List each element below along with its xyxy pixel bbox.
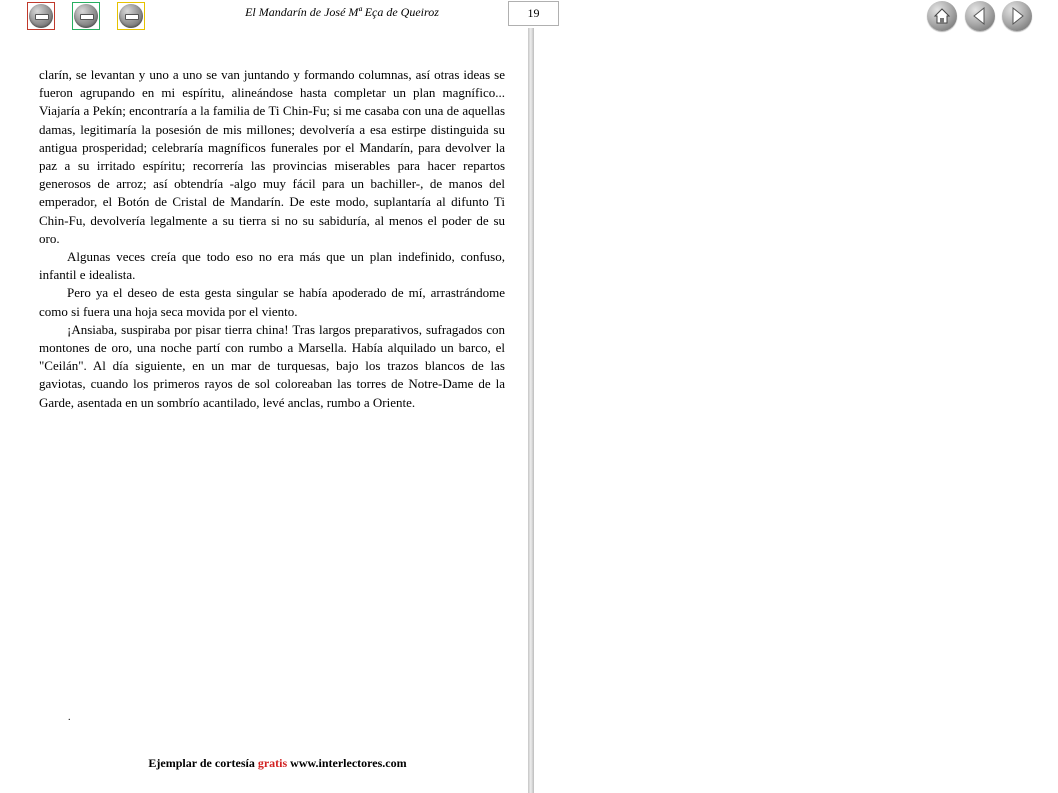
- page-body: [39, 66, 505, 412]
- home-icon: [927, 1, 957, 31]
- paragraph: clarín, se levantan y uno a uno se van juntando y formando columnas, así otras ideas se fueron agrupando en mi espíritu, alineándose hasta completar un plan magnífico... Viajaría a Pekín; encontraría a la familia de Ti Chin-Fu; si me casaba con una de aquellas damas, legitimaría la posesión de mis millones; devolvería a esa estirpe distinguida su antigua prosperidad; celebraría magníficos funerales por el Mandarín, para devolver la paz a su irritado espíritu; recorrería las provincias miserables para hacer repartos generosos de arroz; así obtendría -algo muy fácil para un bachiller-, de manos del emperador, el Botón de Cristal de Mandarín. De este modo, suplantaría al difunto Ti Chin-Fu, devolvería legalmente a su tierra si no su sabiduría, al menos el poder de su oro.: [39, 67, 505, 246]
- minus-icon: [74, 4, 98, 28]
- footer-url[interactable]: www.interlectores.com: [290, 756, 407, 770]
- footer: [0, 756, 555, 771]
- page-divider: [528, 28, 534, 793]
- trailing-mark: .: [68, 712, 71, 723]
- footer-prefix: Ejemplar de cortesía: [148, 756, 255, 770]
- minus-icon: [119, 4, 143, 28]
- control-button-yellow[interactable]: [117, 2, 145, 30]
- arrow-right-icon: [1002, 1, 1032, 31]
- arrow-left-icon: [965, 1, 995, 31]
- control-button-red[interactable]: [27, 2, 55, 30]
- home-button[interactable]: [927, 1, 957, 31]
- book-title: El Mandarín de José Mª Eça de Queiroz: [245, 5, 439, 19]
- paragraph: Pero ya el deseo de esta gesta singular se había apoderado de mí, arrastrándome como si fuera una hoja seca movida por el viento.: [39, 285, 505, 319]
- control-button-green[interactable]: [72, 2, 100, 30]
- minus-icon: [29, 4, 53, 28]
- footer-highlight: gratis: [257, 756, 288, 770]
- page-number: 19: [508, 1, 559, 26]
- paragraph: ¡Ansiaba, suspiraba por pisar tierra china! Tras largos preparativos, sufragados con montones de oro, una noche partí con rumbo a Marsella. Había alquilado un barco, el "Ceilán". Al día siguiente, en un mar de turquesas, bajo los trazos blancos de las gaviotas, cuando los primeros rayos de sol coloreaban las torres de Notre-Dame de la Garde, asentada en un sombrío acantilado, levé anclas, rumbo a Oriente.: [39, 321, 505, 410]
- previous-page-button[interactable]: [965, 1, 995, 31]
- paragraph: Algunas veces creía que todo eso no era más que un plan indefinido, confuso, infantil e idealista.: [39, 249, 505, 283]
- next-page-button[interactable]: [1002, 1, 1032, 31]
